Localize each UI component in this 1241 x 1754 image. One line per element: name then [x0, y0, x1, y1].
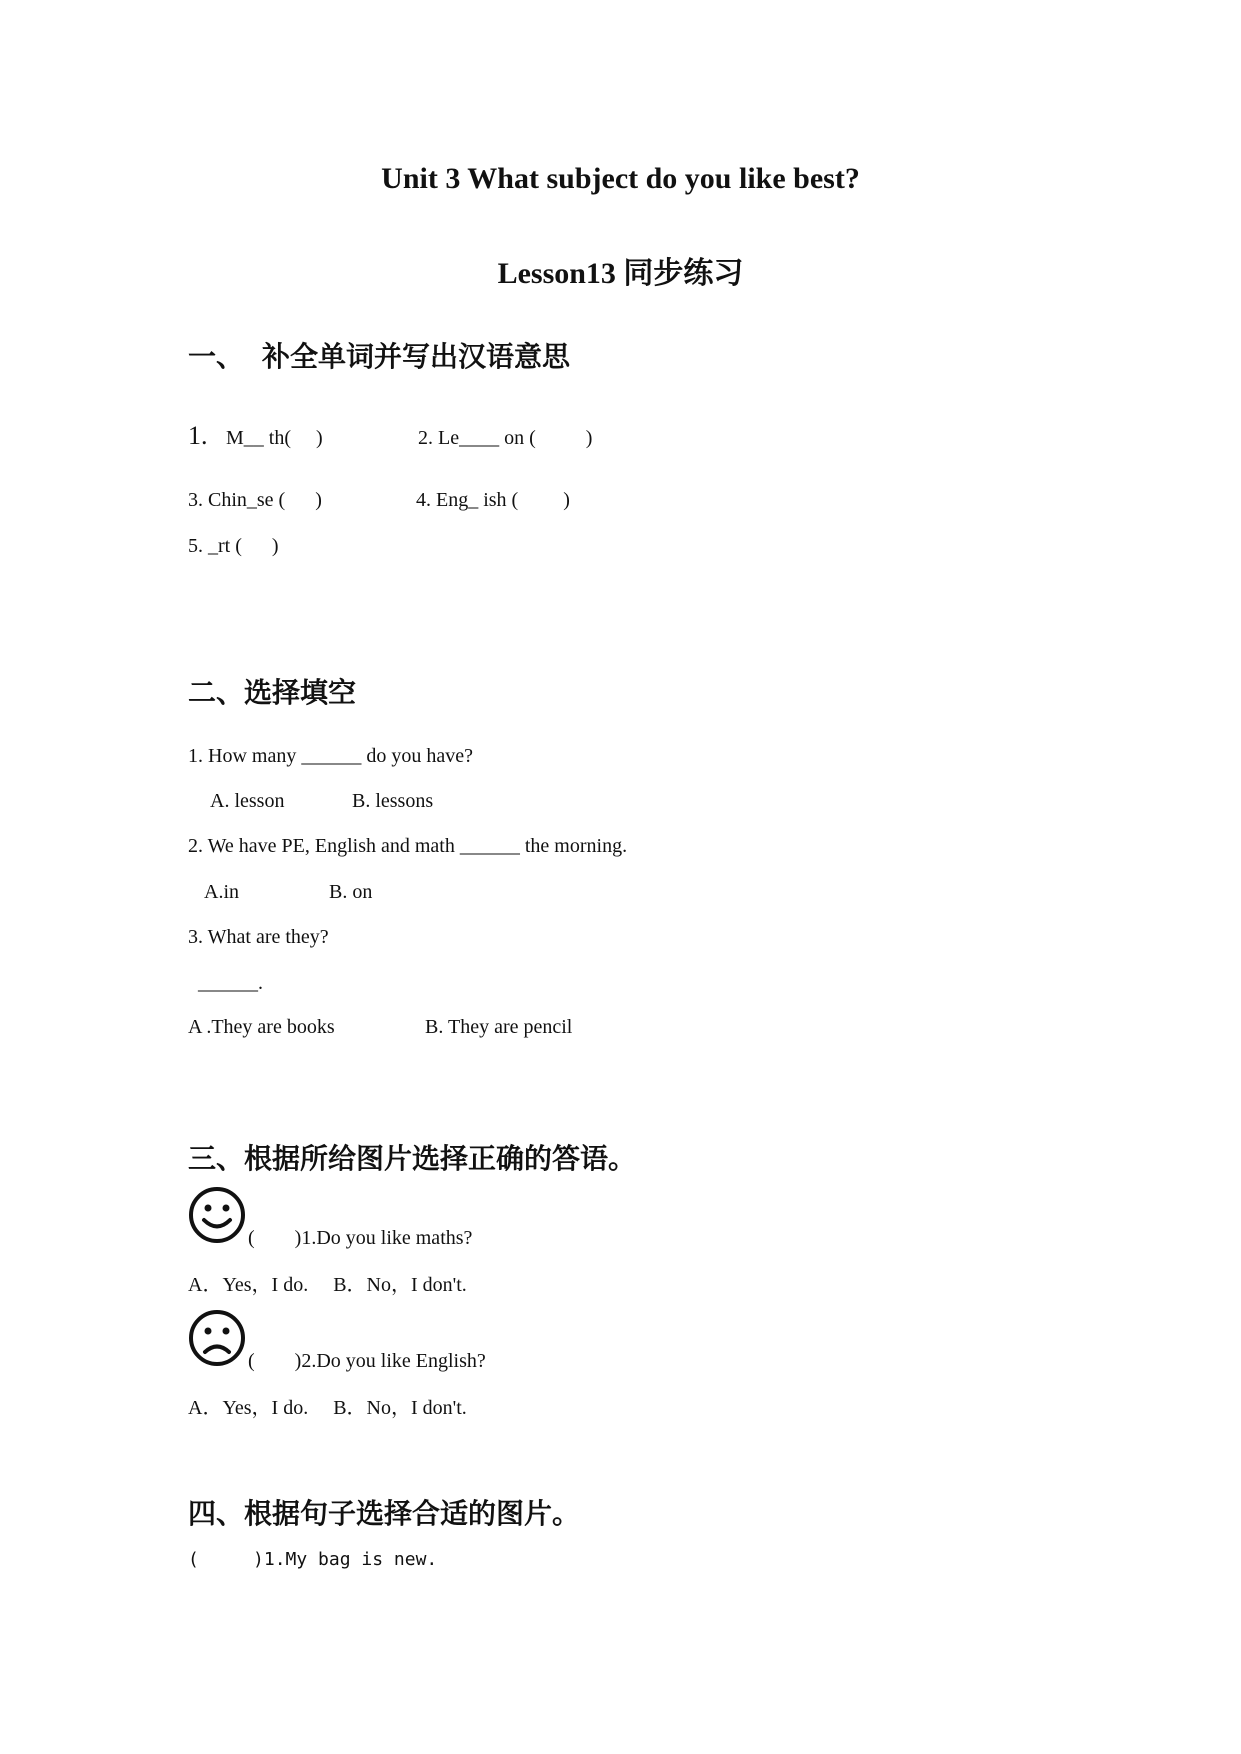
s1-item-3: 3. Chin_se ( ) [188, 489, 322, 511]
section1-heading: 补全单词并写出汉语意思 [262, 340, 571, 373]
s2-q1-option-a: A. lesson [210, 790, 285, 812]
sad-face-icon [188, 1309, 246, 1367]
section4-heading: 四、根据句子选择合适的图片。 [188, 1497, 581, 1530]
s1-item-1: M__ th( ) [226, 427, 323, 449]
smiley-face-icon [188, 1186, 246, 1244]
s2-q3: 3. What are they? [188, 926, 329, 948]
s2-q3-option-a: A .They are books [188, 1016, 335, 1038]
s2-q2-option-b: B. on [329, 881, 373, 903]
s1-item-4: 4. Eng_ ish ( ) [416, 489, 570, 511]
s3-q2: ( )2.Do you like English? [248, 1350, 486, 1372]
page-title: Unit 3 What subject do you like best? [381, 162, 860, 195]
s4-q1: ( )1.My bag is new. [188, 1549, 438, 1570]
page-subtitle: Lesson13 同步练习 [497, 257, 744, 290]
s1-item-1-num: 1. [188, 421, 208, 450]
s1-item-2: 2. Le____ on ( ) [418, 427, 593, 449]
section2-heading: 二、选择填空 [188, 676, 357, 709]
s3-q1-options: A．Yes，I do. B．No，I don't. [188, 1274, 467, 1296]
section3-heading: 三、根据所给图片选择正确的答语。 [188, 1142, 637, 1175]
s2-q2: 2. We have PE, English and math ______ the morning. [188, 835, 628, 857]
s2-q2-option-a: A.in [204, 881, 239, 903]
s3-q2-options: A．Yes，I do. B．No，I don't. [188, 1397, 467, 1419]
s2-q3-blank: ______. [198, 972, 263, 994]
s2-q3-option-b: B. They are pencil [425, 1016, 573, 1038]
s3-q1: ( )1.Do you like maths? [248, 1227, 473, 1249]
s2-q1-option-b: B. lessons [352, 790, 434, 812]
section1-heading-num: 一、 [188, 340, 245, 373]
s2-q1: 1. How many ______ do you have? [188, 745, 473, 767]
s1-item-5: 5. _rt ( ) [188, 535, 279, 557]
